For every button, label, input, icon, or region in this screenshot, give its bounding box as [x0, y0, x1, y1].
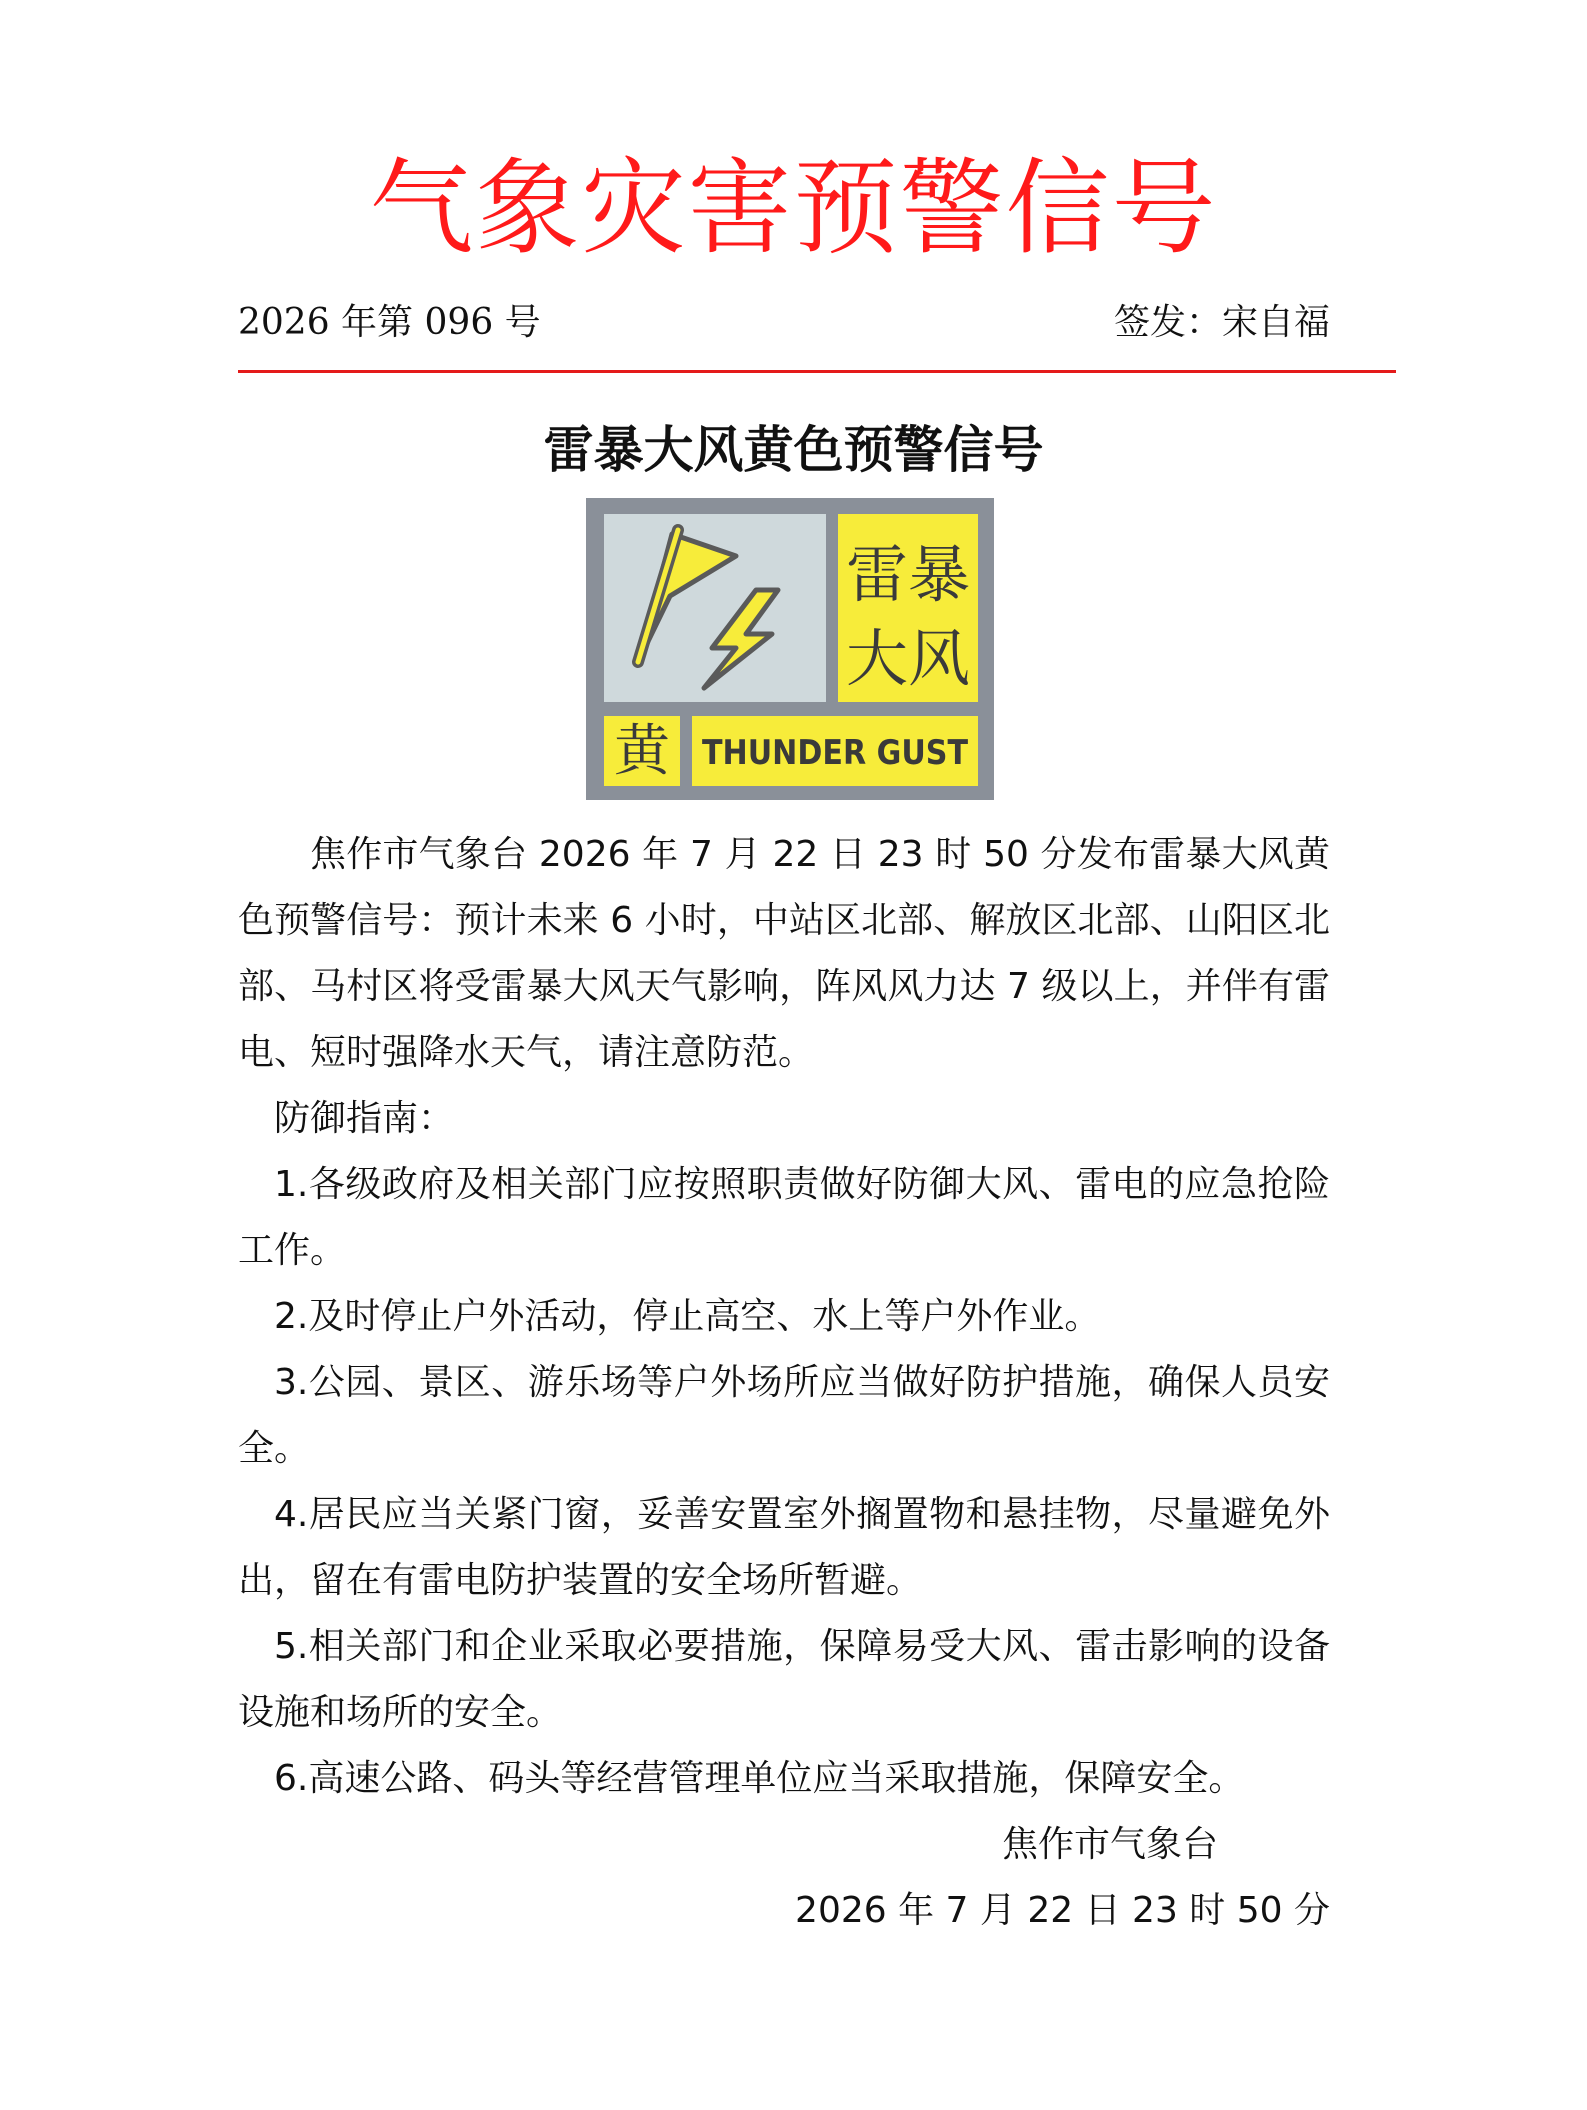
- guide-item: 5.相关部门和企业采取必要措施，保障易受大风、雷击影响的设备设施和场所的安全。: [238, 1626, 1330, 1733]
- signal-title: 雷暴大风黄色预警信号: [543, 420, 1044, 479]
- guide-item: 1.各级政府及相关部门应按照职责做好防御大风、雷电的应急抢险工作。: [238, 1164, 1330, 1271]
- signal-en-text: THUNDER GUST: [702, 733, 969, 773]
- signal-cn-text-line1: 雷暴: [845, 538, 971, 611]
- issuing-organization: 焦作市气象台: [1001, 1824, 1218, 1865]
- main-paragraph: 焦作市气象台 2026 年 7 月 22 日 23 时 50 分发布雷暴大风黄色预警信号：预计未来 6 小时，中站区北部、解放区北部、山阳区北部、马村区将受雷暴大风天气影响，阵风风力达 7 级以上，并伴有雷电、短时强降水天气，请注意防范。: [238, 834, 1330, 1073]
- guide-item: 3.公园、景区、游乐场等户外场所应当做好防护措施，确保人员安全。: [238, 1362, 1330, 1469]
- red-divider: [238, 370, 1396, 373]
- signal-cn-text-line2: 大风: [845, 622, 971, 695]
- guide-item: 6.高速公路、码头等经营管理单位应当采取措施，保障安全。: [274, 1758, 1245, 1799]
- issue-number: 2026 年第 096 号: [238, 302, 541, 343]
- issue-date: 2026 年 7 月 22 日 23 时 50 分: [795, 1890, 1330, 1931]
- guide-item: 2.及时停止户外活动，停止高空、水上等户外作业。: [274, 1296, 1101, 1337]
- signer: 签发：宋自福: [1113, 302, 1330, 343]
- signal-level-char: 黄: [614, 719, 670, 784]
- guide-item: 4.居民应当关紧门窗，妥善安置室外搁置物和悬挂物，尽量避免外出，留在有雷电防护装置的安全场所暂避。: [238, 1494, 1330, 1601]
- guide-label: 防御指南：: [274, 1098, 455, 1139]
- document-header-title: 气象灾害预警信号: [369, 147, 1218, 269]
- thunder-gust-yellow-signal-icon: [586, 498, 994, 800]
